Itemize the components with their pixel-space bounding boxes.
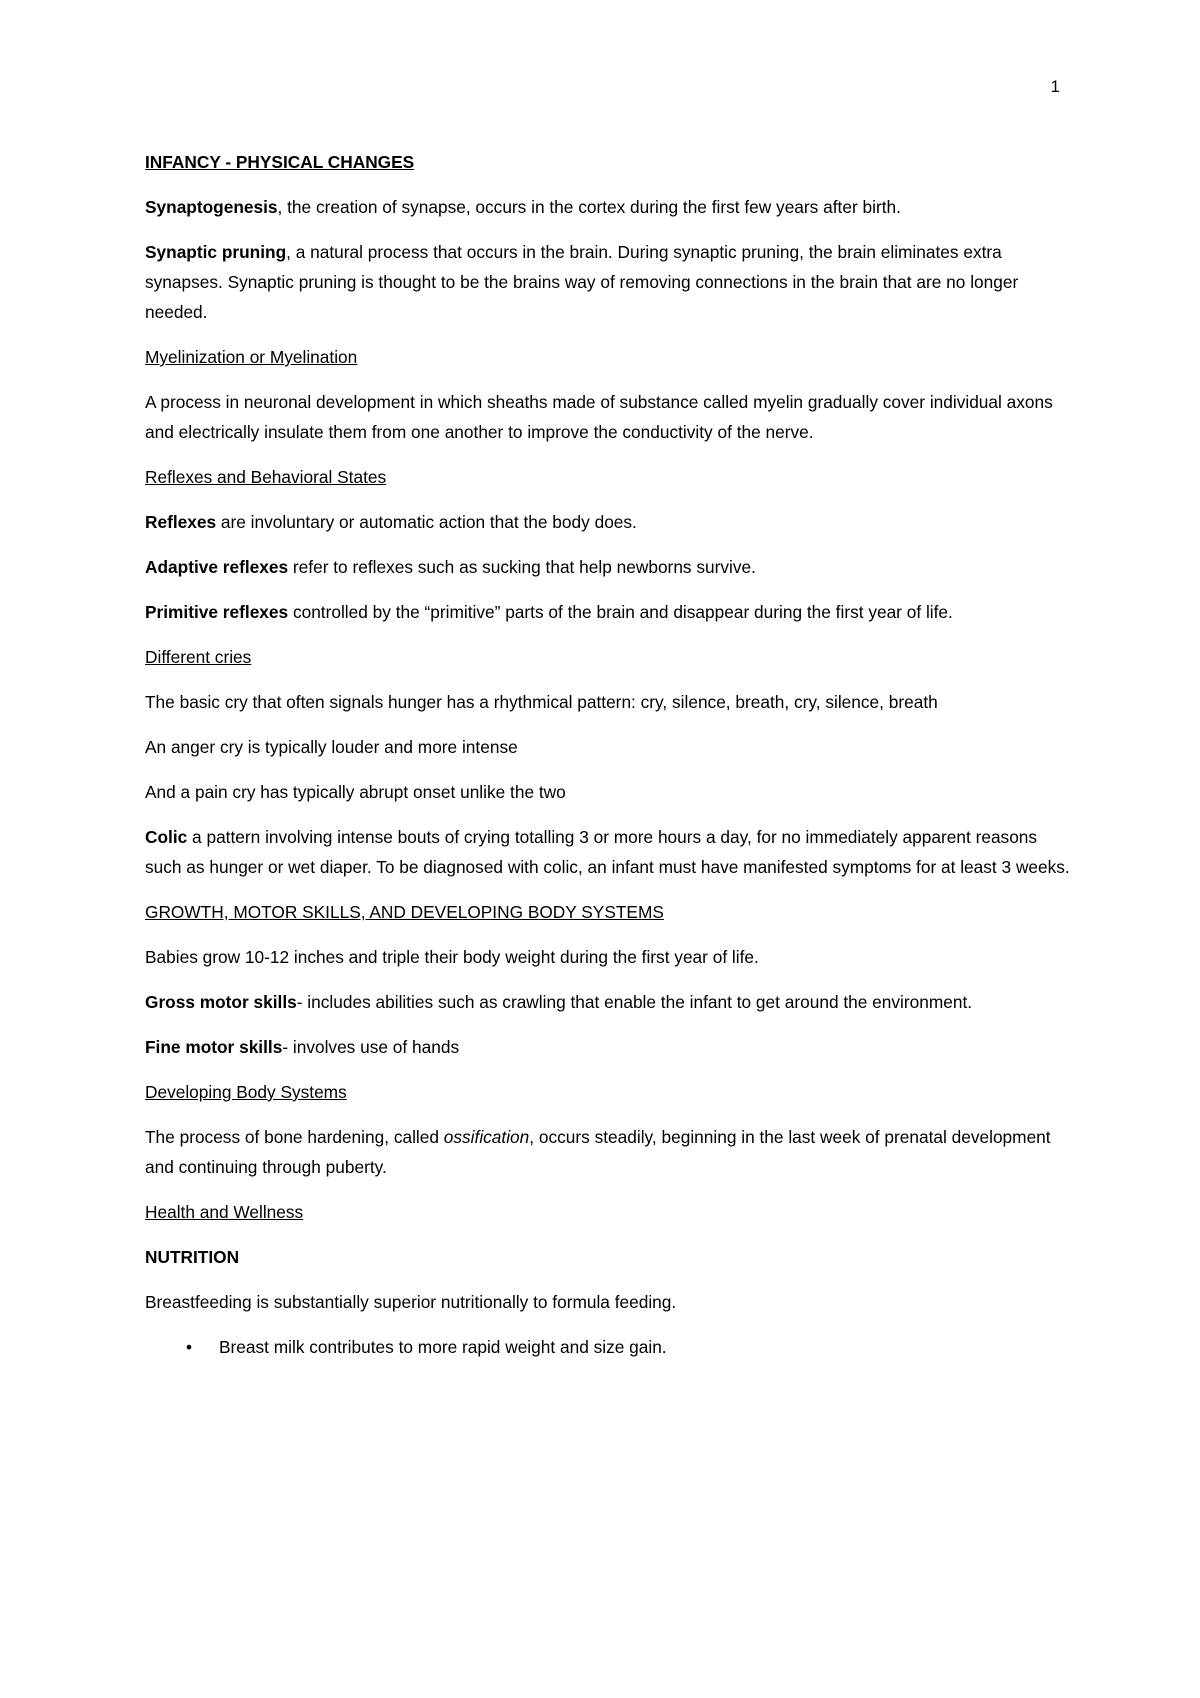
paragraph-gross-motor-skills: Gross motor skills- includes abilities such as crawling that enable the infant to get around the environment.	[145, 992, 973, 1012]
paragraph-adaptive-reflexes: Adaptive reflexes refer to reflexes such as sucking that help newborns survive.	[145, 557, 756, 577]
term-reflexes: Reflexes	[145, 512, 217, 532]
list-item	[145, 1332, 1075, 1362]
page-number: 1	[1050, 77, 1060, 96]
paragraph-colic: Colic a pattern involving intense bouts of crying totalling 3 or more hours a day, for no immediately apparent reasons such as hunger or wet diaper. To be diagnosed with colic, an infant must have manifested symptoms for at least 3 weeks.	[145, 827, 1070, 877]
bullet-list	[145, 1332, 1075, 1362]
subheading-reflexes: Reflexes and Behavioral States	[145, 467, 387, 487]
paragraph-anger-cry: An anger cry is typically louder and more intense	[145, 737, 518, 757]
subheading-myelination: Myelinization or Myelination	[145, 347, 358, 367]
term-synaptic-pruning: Synaptic pruning	[145, 242, 287, 262]
subheading-growth-motor-skills: GROWTH, MOTOR SKILLS, AND DEVELOPING BODY SYSTEMS	[145, 902, 664, 922]
document-body	[145, 147, 1075, 1362]
paragraph-reflexes: Reflexes are involuntary or automatic action that the body does.	[145, 512, 637, 532]
main-heading: INFANCY - PHYSICAL CHANGES	[145, 152, 415, 172]
paragraph-babies-grow: Babies grow 10-12 inches and triple their body weight during the first year of life.	[145, 947, 759, 967]
paragraph-synaptogenesis: Synaptogenesis, the creation of synapse, occurs in the cortex during the first few years after birth.	[145, 197, 901, 217]
term-synaptogenesis: Synaptogenesis	[145, 197, 278, 217]
paragraph-pain-cry: And a pain cry has typically abrupt onset unlike the two	[145, 782, 566, 802]
list-item-text: Breast milk contributes to more rapid weight and size gain.	[219, 1337, 667, 1357]
paragraph-synaptic-pruning: Synaptic pruning, a natural process that occurs in the brain. During synaptic pruning, the brain eliminates extra synapses. Synaptic pruning is thought to be the brains way of removing connections in the brain that are no longer needed.	[145, 242, 1019, 322]
paragraph-basic-cry: The basic cry that often signals hunger has a rhythmical pattern: cry, silence, breath, cry, silence, breath	[145, 692, 938, 712]
term-fine-motor-skills: Fine motor skills	[145, 1037, 283, 1057]
paragraph-ossification: The process of bone hardening, called ossification, occurs steadily, beginning in the last week of prenatal development and continuing through puberty.	[145, 1127, 1051, 1177]
term-gross-motor-skills: Gross motor skills	[145, 992, 297, 1012]
paragraph-primitive-reflexes: Primitive reflexes controlled by the “primitive” parts of the brain and disappear during the first year of life.	[145, 602, 953, 622]
bullet-icon: •	[186, 1337, 193, 1357]
term-adaptive-reflexes: Adaptive reflexes	[145, 557, 289, 577]
term-primitive-reflexes: Primitive reflexes	[145, 602, 289, 622]
paragraph-fine-motor-skills: Fine motor skills- involves use of hands	[145, 1037, 460, 1057]
subheading-different-cries: Different cries	[145, 647, 252, 667]
term-colic: Colic	[145, 827, 188, 847]
subheading-health-and-wellness: Health and Wellness	[145, 1202, 304, 1222]
paragraph-myelination: A process in neuronal development in which sheaths made of substance called myelin gradually cover individual axons and electrically insulate them from one another to improve the conductivity of the nerve.	[145, 392, 1053, 442]
heading-nutrition: NUTRITION	[145, 1247, 240, 1267]
paragraph-breastfeeding: Breastfeeding is substantially superior nutritionally to formula feeding.	[145, 1292, 677, 1312]
subheading-developing-body-systems: Developing Body Systems	[145, 1082, 347, 1102]
term-ossification: ossification	[443, 1127, 530, 1147]
